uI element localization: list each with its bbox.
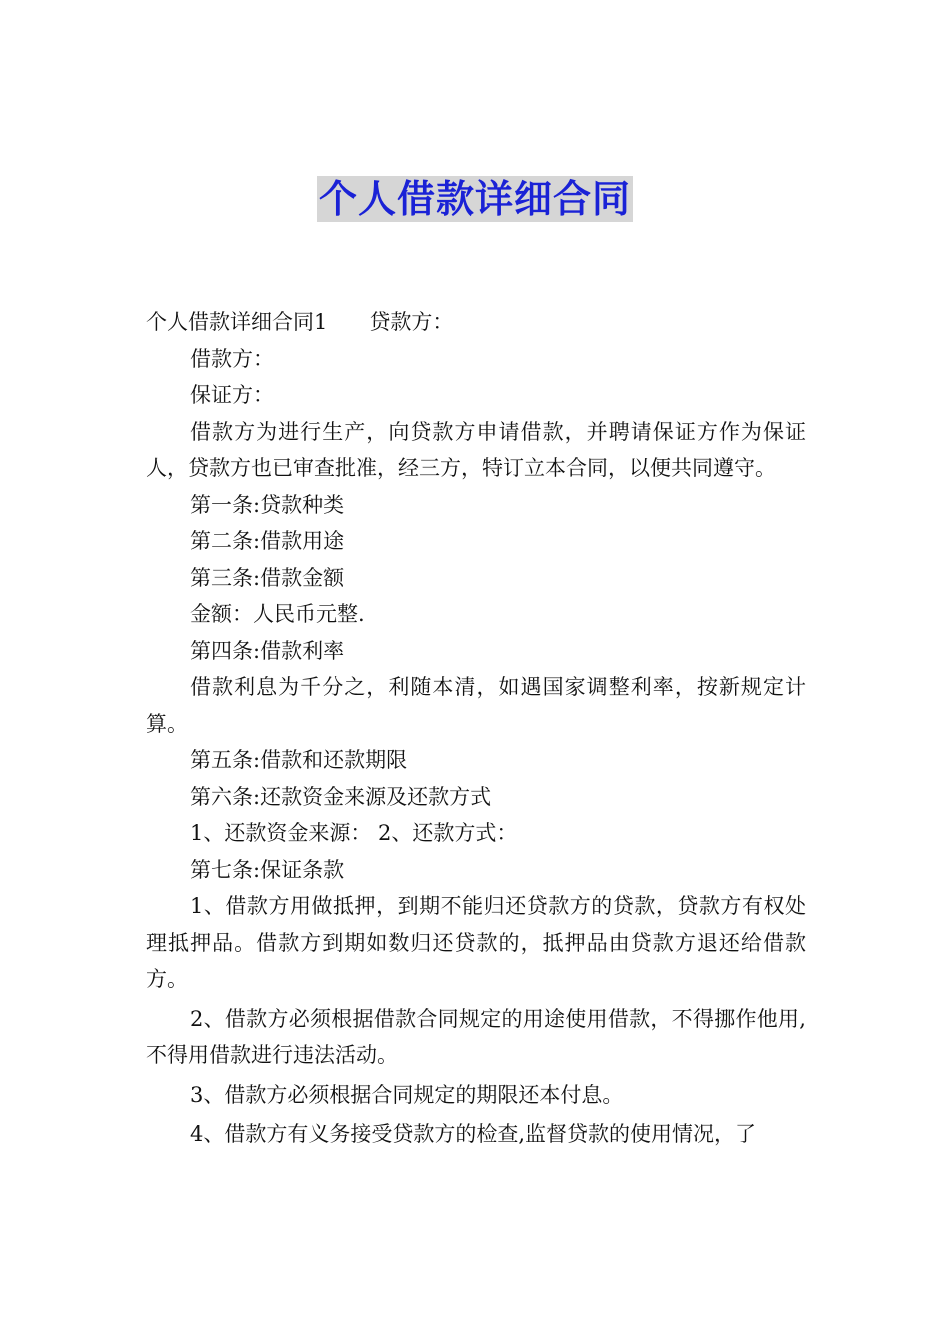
paragraph-article-3: 第三条:借款金额 (190, 565, 345, 590)
document-title-block (0, 176, 950, 222)
paragraph-preamble: 借款方为进行生产，向贷款方申请借款，并聘请保证方作为保证人，贷款方也已审查批准，经三方，特订立本合同，以便共同遵守。 (146, 419, 806, 480)
paragraph-repayment: 1、还款资金来源： 2、还款方式： (190, 821, 518, 845)
paragraph-borrower: 借款方： (190, 346, 274, 371)
paragraph-article-6: 第六条:还款资金来源及还款方式 (190, 784, 492, 809)
paragraph-amount: 金额：人民币元整. (190, 602, 365, 626)
paragraph-clause-3: 3、借款方必须根据合同规定的期限还本付息。 (190, 1082, 624, 1107)
paragraph-article-2: 第二条:借款用途 (190, 529, 345, 553)
document-body (146, 304, 806, 1153)
document-title: 个人借款详细合同 (318, 177, 631, 221)
paragraph-clause-1: 1、借款方用做抵押，到期不能归还贷款方的贷款，贷款方有权处理抵押品。借款方到期如数归还贷款的，抵押品由贷款方退还给借款方。 (146, 894, 806, 991)
paragraph-heading-lender: 个人借款详细合同1 贷款方： (146, 310, 454, 334)
paragraph-clause-4: 4、借款方有义务接受贷款方的检查,监督贷款的使用情况，了 (190, 1122, 757, 1146)
paragraph-article-1: 第一条:贷款种类 (190, 492, 345, 517)
paragraph-article-4: 第四条:借款利率 (190, 638, 345, 663)
paragraph-article-7: 第七条:保证条款 (190, 857, 345, 882)
paragraph-clause-2: 2、借款方必须根据借款合同规定的用途使用借款，不得挪作他用,不得用借款进行违法活动。 (146, 1006, 806, 1067)
paragraph-interest: 借款利息为千分之，利随本清，如遇国家调整利率，按新规定计算。 (146, 675, 806, 736)
paragraph-guarantor: 保证方： (190, 383, 274, 407)
paragraph-article-5: 第五条:借款和还款期限 (190, 748, 408, 772)
